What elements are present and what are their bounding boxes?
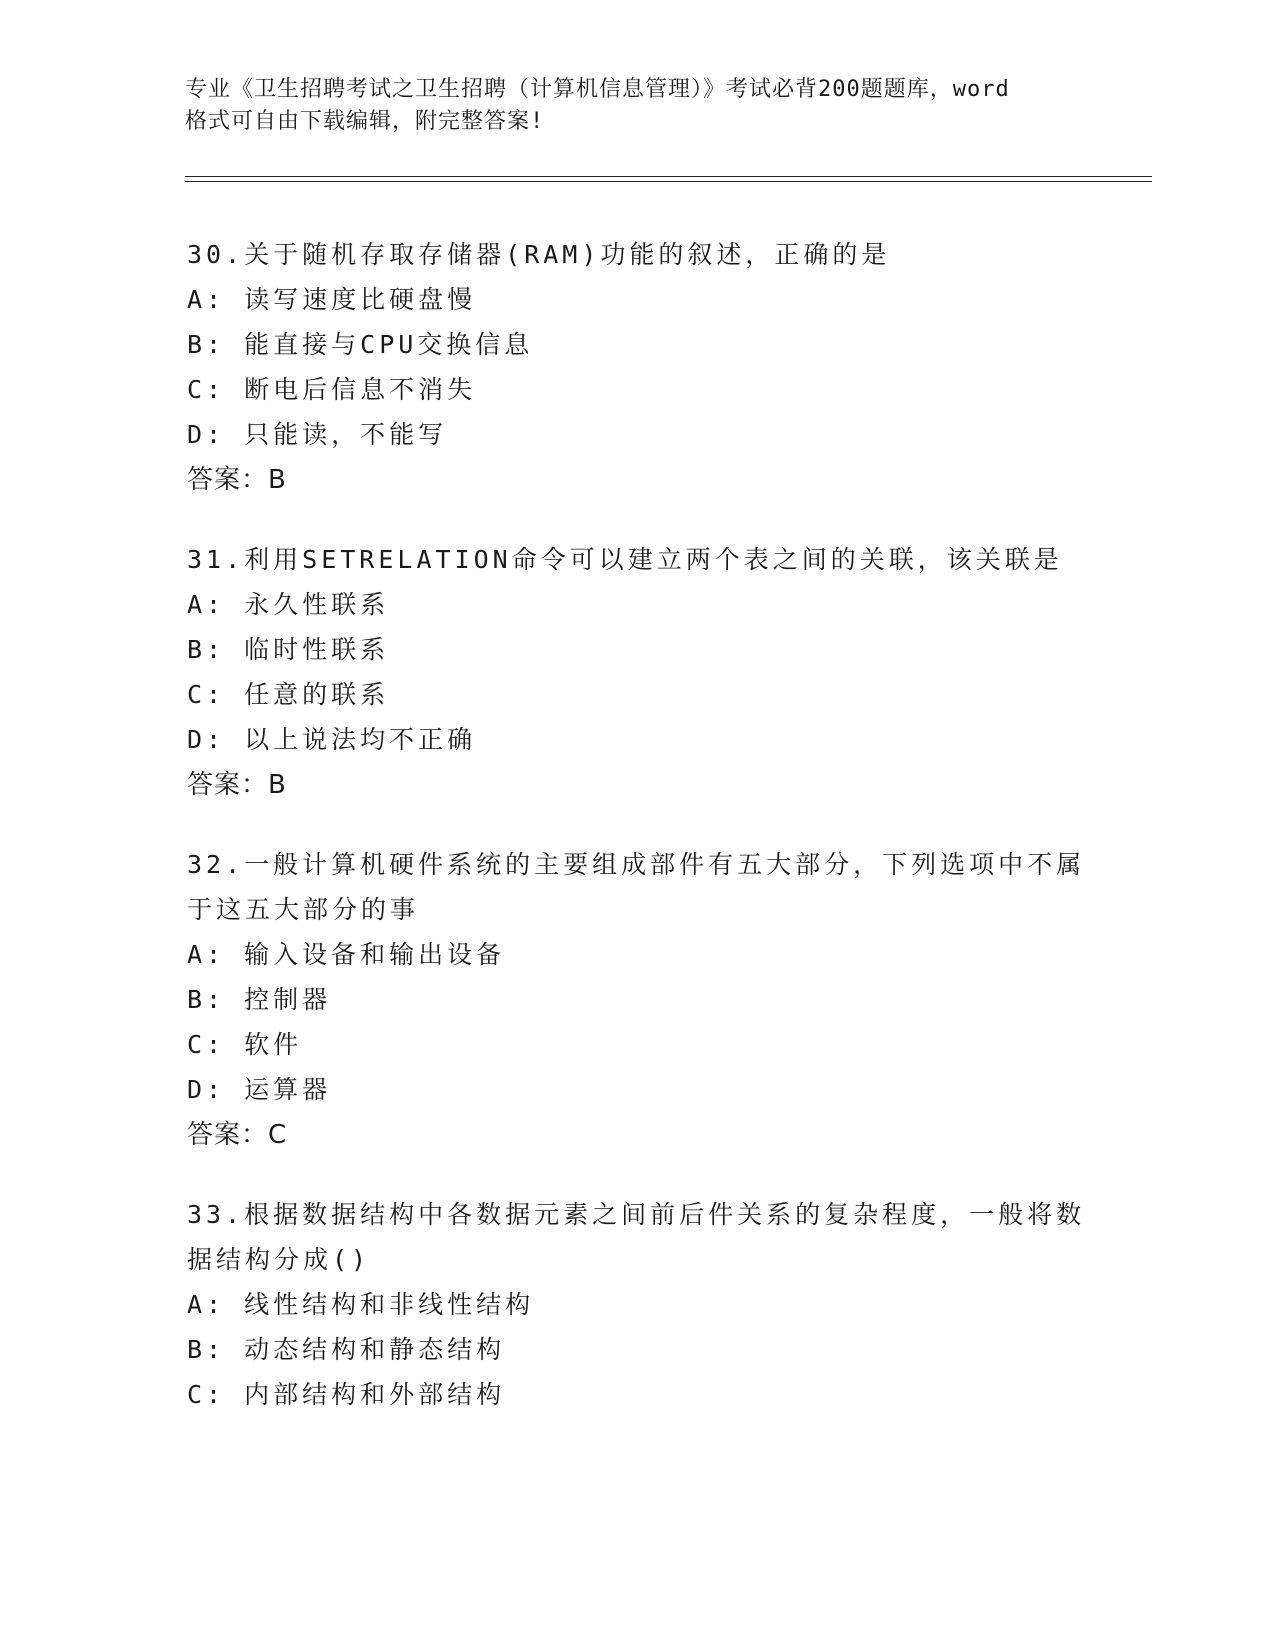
answer-option: A: 读写速度比硬盘慢 xyxy=(187,285,477,314)
answer-option: C: 内部结构和外部结构 xyxy=(187,1380,506,1409)
answer-option: A: 输入设备和输出设备 xyxy=(187,940,506,969)
header-line-1: 专业《卫生招聘考试之卫生招聘（计算机信息管理）》考试必背200题题库，word xyxy=(185,77,1010,102)
answer-label: 答案： xyxy=(187,465,269,495)
answer-line xyxy=(187,762,1087,808)
answer-option: C: 软件 xyxy=(187,1030,303,1059)
answer-value: B xyxy=(268,770,287,800)
answer-option: D: 只能读，不能写 xyxy=(187,420,448,449)
answer-option: B: 动态结构和静态结构 xyxy=(187,1335,506,1364)
answer-option: A: 永久性联系 xyxy=(187,590,390,619)
answer-option: A: 线性结构和非线性结构 xyxy=(187,1290,535,1319)
answer-option: B: 能直接与CPU交换信息 xyxy=(187,330,534,359)
question-stem: 31.利用SETRELATION命令可以建立两个表之间的关联，该关联是 xyxy=(187,545,1063,574)
question-stem: 32.一般计算机硬件系统的主要组成部件有五大部分，下列选项中不属 xyxy=(187,850,1086,879)
document-header xyxy=(185,74,1085,138)
answer-value: B xyxy=(268,465,287,495)
answer-label: 答案： xyxy=(187,1120,269,1150)
answer-option: D: 运算器 xyxy=(187,1075,332,1104)
answer-option: B: 控制器 xyxy=(187,985,332,1014)
header-divider-top xyxy=(185,176,1152,177)
question-block xyxy=(187,537,1087,808)
answer-value: C xyxy=(268,1120,288,1150)
question-block xyxy=(187,1192,1087,1417)
question-block xyxy=(187,232,1087,503)
question-block xyxy=(187,842,1087,1158)
answer-option: C: 断电后信息不消失 xyxy=(187,375,477,404)
answer-line xyxy=(187,1112,1087,1158)
answer-option: D: 以上说法均不正确 xyxy=(187,725,477,754)
header-line-2: 格式可自由下载编辑，附完整答案! xyxy=(185,109,545,134)
question-list xyxy=(187,232,1087,1451)
answer-label: 答案： xyxy=(187,770,269,800)
question-stem: 据结构分成() xyxy=(187,1245,371,1274)
answer-line xyxy=(187,457,1087,503)
question-stem: 33.根据数据结构中各数据元素之间前后件关系的复杂程度，一般将数 xyxy=(187,1200,1086,1229)
answer-option: C: 任意的联系 xyxy=(187,680,390,709)
question-stem: 于这五大部分的事 xyxy=(187,895,420,924)
answer-option: B: 临时性联系 xyxy=(187,635,390,664)
question-stem: 30.关于随机存取存储器(RAM)功能的叙述，正确的是 xyxy=(187,240,891,269)
header-divider-bottom xyxy=(185,181,1152,182)
